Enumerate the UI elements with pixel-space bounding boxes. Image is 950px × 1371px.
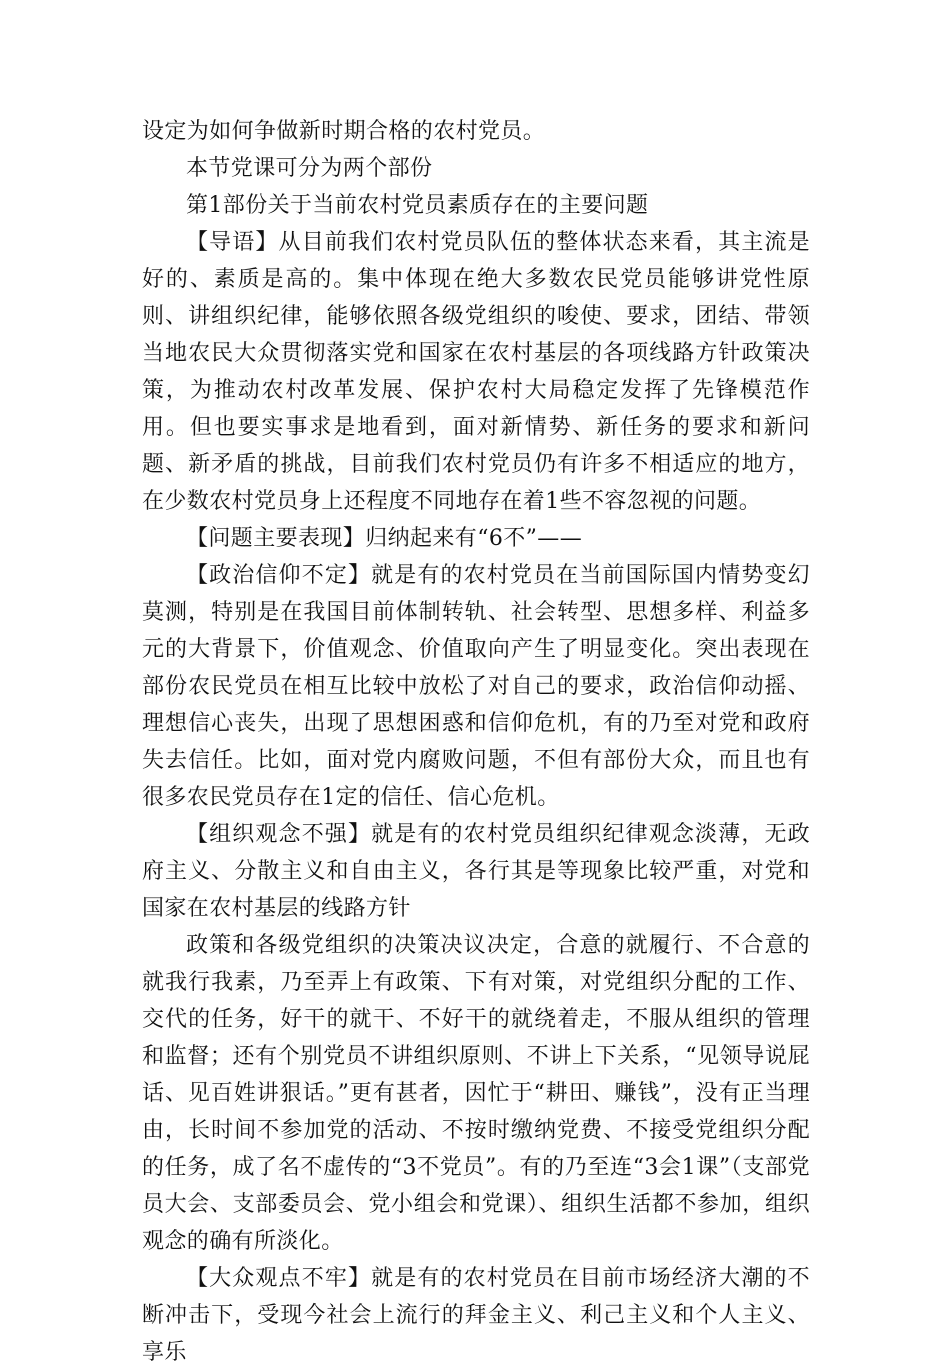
paragraph: 设定为如何争做新时期合格的农村党员。 [142, 119, 546, 144]
paragraph: 【问题主要表现】归纳起来有“6不”—— [186, 526, 583, 551]
paragraph: 【组织观念不强】就是有的农村党员组织纪律观念淡薄，无政府主义、分散主义和自由主义，各行其是等现象比较严重，对党和国家在农村基层的线路方针 [142, 822, 810, 921]
paragraph: 本节党课可分为两个部份 [186, 156, 433, 181]
paragraph: 【导语】从目前我们农村党员队伍的整体状态来看，其主流是好的、素质是高的。集中体现在绝大多数农民党员能够讲党性原则、讲组织纪律，能够依照各级党组织的唆使、要求，团结、带领当地农民大众贯彻落实党和国家在农村基层的各项线路方针政策决策，为推动农村改革发展、保护农村大局稳定发挥了先锋模范作用。但也要实事求是地看到，面对新情势、新任务的要求和新问题、新矛盾的挑战，目前我们农村党员仍有许多不相适应的地方，在少数农村党员身上还程度不同地存在着1些不容忽视的问题。 [142, 230, 810, 514]
document-body [142, 113, 810, 1371]
paragraph: 政策和各级党组织的决策决议决定，合意的就履行、不合意的就我行我素，乃至弄上有政策、下有对策，对党组织分配的工作、交代的任务，好干的就干、不好干的就绕着走，不服从组织的管理和监督；还有个别党员不讲组织原则、不讲上下关系，“见领导说屁话、见百姓讲狠话。”更有甚者，因忙于“耕田、赚钱”，没有正当理由，长时间不参加党的活动、不按时缴纳党费、不接受党组织分配的任务，成了名不虚传的“3不党员”。有的乃至连“3会1课”（支部党员大会、支部委员会、党小组会和党课）、组织生活都不参加，组织观念的确有所淡化。 [142, 933, 810, 1254]
paragraph: 【政治信仰不定】就是有的农村党员在当前国际国内情势变幻莫测，特别是在我国目前体制转轨、社会转型、思想多样、利益多元的大背景下，价值观念、价值取向产生了明显变化。突出表现在部份农民党员在相互比较中放松了对自己的要求，政治信仰动摇、理想信心丧失，出现了思想困惑和信仰危机，有的乃至对党和政府失去信任。比如，面对党内腐败问题，不但有部份大众，而且也有很多农民党员存在1定的信任、信心危机。 [142, 563, 810, 810]
paragraph: 【大众观点不牢】就是有的农村党员在目前市场经济大潮的不断冲击下，受现今社会上流行的拜金主义、利己主义和个人主义、享乐 [142, 1266, 810, 1365]
paragraph: 第1部份关于当前农村党员素质存在的主要问题 [186, 193, 649, 218]
